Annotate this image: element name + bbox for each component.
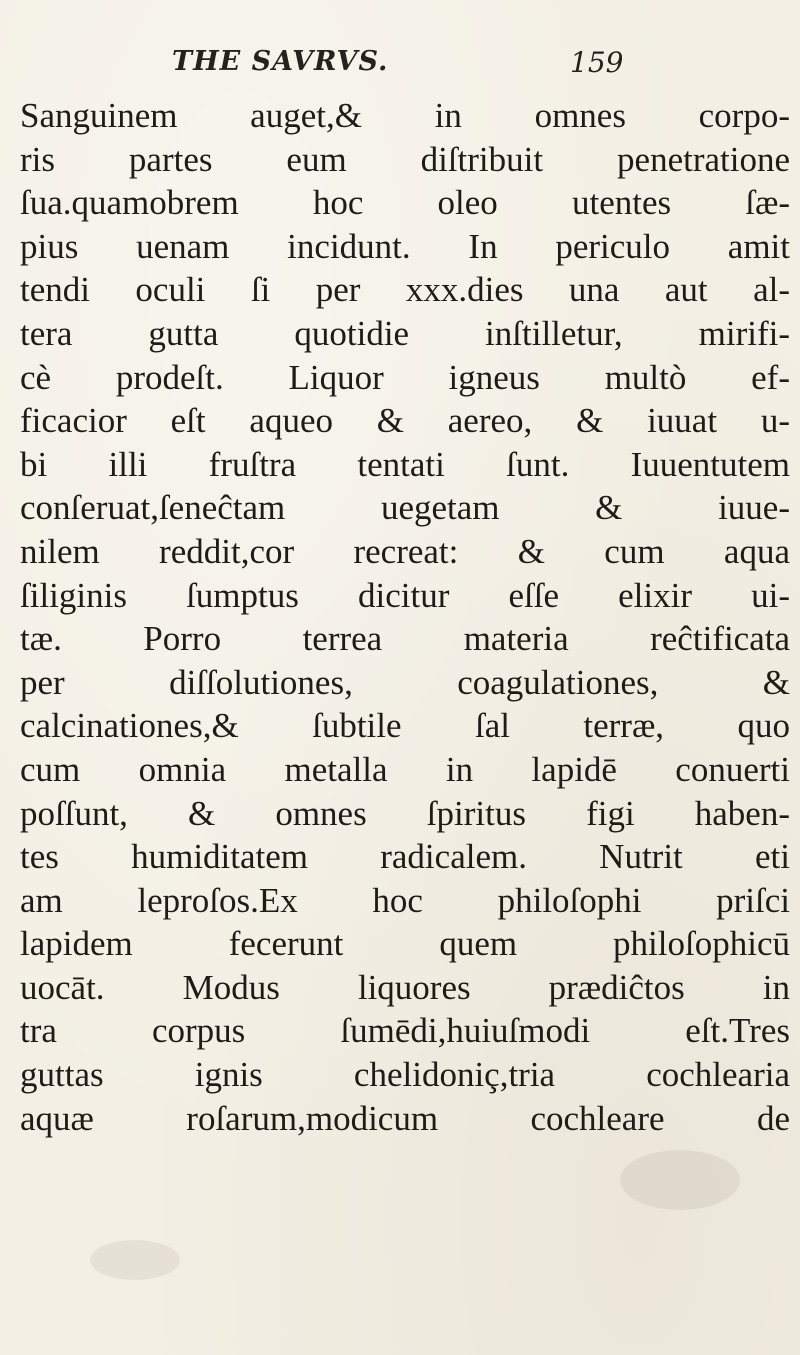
text-line-20: lapidem fecerunt quem philoſophicū [20, 924, 790, 964]
running-title: THE SAVRVS. [172, 46, 389, 77]
text-line-3: ſua.quamobrem hoc oleo utentes ſæ- [20, 183, 790, 223]
text-line-14: per diſſolutiones, coagulationes, & [20, 662, 790, 702]
text-line-1: Sanguinem auget,& in omnes corpo- [20, 96, 790, 135]
text-line-24: aquæ roſarum,modicum cochleare de [20, 1098, 790, 1138]
running-head [0, 44, 800, 86]
text-line-15: calcinationes,& ſubtile ſal terræ, quo [20, 706, 790, 746]
body-text [20, 94, 790, 1140]
text-line-12: ſiliginis ſumptus dicitur eſſe elixir ui- [20, 575, 790, 615]
paper-stain [620, 1150, 740, 1210]
text-line-5: tendi oculi ſi per xxx.dies una aut al- [20, 270, 790, 310]
text-line-10: conſeruat,ſeneĉtam uegetam & iuue- [20, 488, 790, 528]
text-line-23: guttas ignis chelidoniç,tria cochlearia [20, 1055, 790, 1095]
paper-stain [90, 1240, 180, 1280]
text-line-7: cè prodeſt. Liquor igneus multò ef- [20, 357, 790, 397]
text-line-13: tæ. Porro terrea materia reĉtificata [20, 619, 790, 659]
text-line-19: am leproſos.Ex hoc philoſophi priſci [20, 880, 790, 920]
text-line-4: pius uenam incidunt. In periculo amit [20, 226, 790, 266]
text-line-8: ficacior eſt aqueo & aereo, & iuuat u- [20, 401, 790, 441]
text-line-22: tra corpus ſumēdi,huiuſmodi eſt.Tres [20, 1011, 790, 1051]
text-line-9: bi illi fruſtra tentati ſunt. Iuuentutem [20, 444, 790, 484]
page-number: 159 [570, 46, 624, 79]
text-line-2: ris partes eum diſtribuit penetratione [20, 139, 790, 179]
text-line-17: poſſunt, & omnes ſpiritus figi haben- [20, 793, 790, 833]
text-line-11: nilem reddit,cor recreat: & cum aqua [20, 531, 790, 571]
text-line-6: tera gutta quotidie inſtilletur, mirifi- [20, 313, 790, 353]
text-line-21: uocāt. Modus liquores prædiĉtos in [20, 967, 790, 1007]
text-line-18: tes humiditatem radicalem. Nutrit eti [20, 837, 790, 877]
text-line-16: cum omnia metalla in lapidē conuerti [20, 749, 790, 789]
